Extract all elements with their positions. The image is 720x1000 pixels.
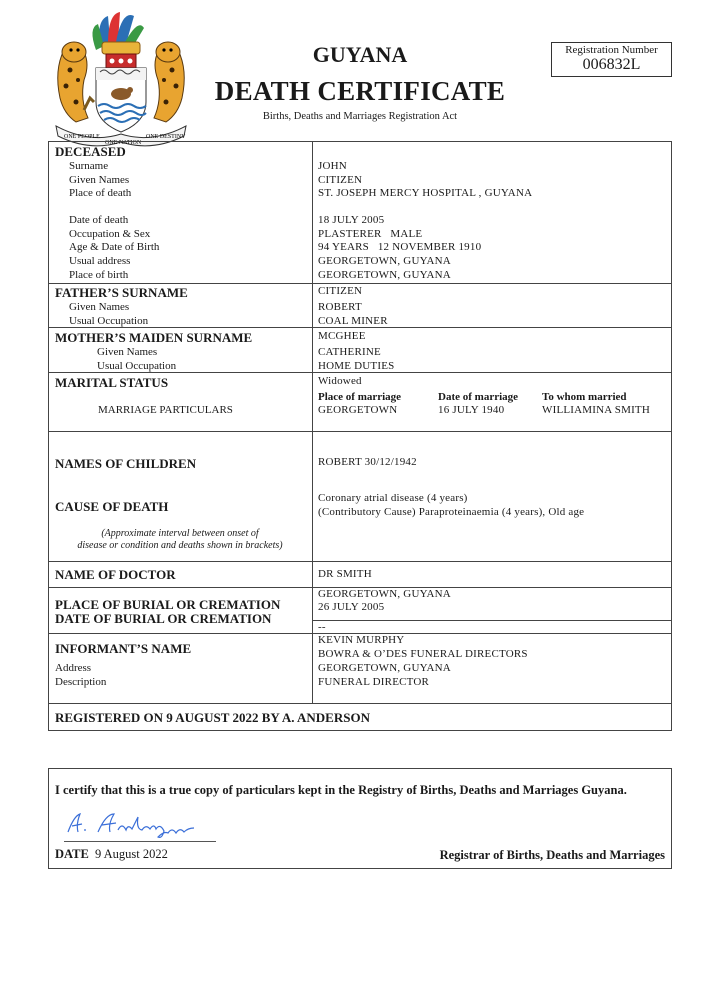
- table-border-left: [48, 141, 49, 731]
- informant-address-label: Address: [55, 662, 92, 674]
- jaguar-left-icon: [58, 42, 94, 122]
- row-divider: [312, 620, 671, 621]
- children-value: ROBERT 30/12/1942: [318, 456, 417, 468]
- informant-address1-value: BOWRA & O’DES FUNERAL DIRECTORS: [318, 648, 528, 660]
- to-whom-married-heading: To whom married: [542, 391, 627, 403]
- registrar-signature: [64, 810, 214, 838]
- mother-surname-value: MCGHEE: [318, 330, 366, 342]
- burial-extra-value: --: [318, 621, 326, 633]
- mother-heading: MOTHER’S MAIDEN SURNAME: [55, 330, 253, 345]
- occupation-sex-label: Occupation & Sex: [69, 228, 151, 240]
- doctor-value: DR SMITH: [318, 568, 372, 580]
- informant-description-value: FUNERAL DIRECTOR: [318, 676, 430, 688]
- age-dob-label: Age & Date of Birth: [69, 241, 160, 253]
- mother-given-label: Given Names: [97, 346, 158, 358]
- cause-line1: Coronary atrial disease (4 years): [318, 492, 468, 504]
- registration-number: 006832L: [582, 56, 641, 73]
- row-divider: [48, 703, 671, 704]
- date-label: DATE: [55, 847, 89, 861]
- usual-address-label: Usual address: [69, 255, 131, 267]
- row-divider: [48, 141, 671, 142]
- cause-note-line2: disease or condition and deaths shown in brackets): [77, 540, 283, 551]
- place-of-marriage-heading: Place of marriage: [318, 391, 402, 403]
- father-occupation-value: COAL MINER: [318, 315, 388, 327]
- date-of-death-value: 18 JULY 2005: [318, 214, 385, 226]
- burial-date-heading: DATE OF BURIAL OR CREMATION: [55, 611, 272, 626]
- signature-line: [64, 841, 216, 842]
- informant-description-label: Description: [55, 676, 107, 688]
- registered-line: REGISTERED ON 9 AUGUST 2022 BY A. ANDERSON: [55, 710, 370, 725]
- shield-icon: [96, 68, 146, 132]
- date-of-death-label: Date of death: [69, 214, 129, 226]
- usual-address-value: GEORGETOWN, GUYANA: [318, 255, 451, 267]
- marriage-particulars-label: MARRIAGE PARTICULARS: [98, 404, 233, 416]
- informant-name-value: KEVIN MURPHY: [318, 634, 405, 646]
- informant-address2-value: GEORGETOWN, GUYANA: [318, 662, 451, 674]
- burial-place-heading: PLACE OF BURIAL OR CREMATION: [55, 597, 281, 612]
- headdress-icon: [92, 12, 144, 54]
- place-of-birth-value: GEORGETOWN, GUYANA: [318, 269, 451, 281]
- age-dob-value: 94 YEARS 12 NOVEMBER 1910: [318, 241, 482, 253]
- father-heading: FATHER’S SURNAME: [55, 285, 188, 300]
- father-surname-value: CITIZEN: [318, 285, 363, 297]
- father-given-label: Given Names: [69, 301, 130, 313]
- informant-heading: INFORMANT’S NAME: [55, 641, 192, 656]
- occupation-sex-value: PLASTERER MALE: [318, 228, 423, 240]
- guyana-coat-of-arms: [50, 10, 192, 146]
- row-divider: [48, 561, 671, 562]
- row-divider: [48, 283, 671, 284]
- mother-occupation-value: HOME DUTIES: [318, 360, 395, 372]
- registrar-title: Registrar of Births, Deaths and Marriages: [439, 848, 665, 862]
- document-title: DEATH CERTIFICATE: [214, 76, 506, 106]
- marital-status-value: Widowed: [318, 375, 362, 387]
- certification-statement: I certify that this is a true copy of particulars kept in the Registry of Births, Deaths and Marriages Guyana.: [55, 783, 627, 797]
- to-whom-married-value: WILLIAMINA SMITH: [542, 404, 650, 416]
- registration-number-box: [551, 42, 672, 77]
- motto-text: ONE PEOPLE: [64, 134, 100, 140]
- date-of-marriage-value: 16 JULY 1940: [438, 404, 505, 416]
- date-value: 9 August 2022: [94, 847, 168, 861]
- place-of-birth-label: Place of birth: [69, 269, 129, 281]
- mother-occupation-label: Usual Occupation: [97, 360, 177, 372]
- registration-label: Registration Number: [565, 44, 658, 56]
- row-divider: [48, 730, 671, 731]
- father-occupation-label: Usual Occupation: [69, 315, 149, 327]
- given-names-label: Given Names: [69, 174, 130, 186]
- row-divider: [48, 633, 312, 634]
- act-subtitle: Births, Deaths and Marriages Registration Act: [262, 111, 458, 122]
- row-divider: [48, 327, 671, 328]
- burial-place-value: GEORGETOWN, GUYANA: [318, 588, 451, 600]
- table-border-right: [671, 141, 672, 731]
- doctor-heading: NAME OF DOCTOR: [55, 567, 176, 582]
- place-of-death-label: Place of death: [69, 187, 132, 199]
- mother-given-value: CATHERINE: [318, 346, 381, 358]
- surname-label: Surname: [69, 160, 109, 172]
- motto-text: ONE DESTINY: [146, 134, 186, 140]
- children-heading: NAMES OF CHILDREN: [55, 456, 197, 471]
- country-title: GUYANA: [312, 42, 408, 67]
- place-of-death-value: ST. JOSEPH MERCY HOSPITAL , GUYANA: [318, 187, 533, 199]
- date-of-marriage-heading: Date of marriage: [438, 391, 519, 403]
- cause-note-line1: (Approximate interval between onset of: [101, 528, 259, 539]
- row-divider: [48, 372, 671, 373]
- date-line: [55, 847, 168, 862]
- burial-date-value: 26 JULY 2005: [318, 601, 385, 613]
- cause-line2: (Contributory Cause) Paraproteinaemia (4 years), Old age: [318, 506, 585, 518]
- place-of-marriage-value: GEORGETOWN: [318, 404, 398, 416]
- given-names-value: CITIZEN: [318, 174, 363, 186]
- motto-text: ONE NATION: [105, 140, 142, 146]
- surname-value: JOHN: [318, 160, 347, 172]
- father-given-value: ROBERT: [318, 301, 362, 313]
- marital-heading: MARITAL STATUS: [55, 375, 169, 390]
- deceased-heading: DECEASED: [55, 144, 126, 159]
- jaguar-right-icon: [154, 42, 184, 122]
- column-divider: [312, 141, 313, 703]
- cause-heading: CAUSE OF DEATH: [55, 499, 169, 514]
- row-divider: [48, 431, 671, 432]
